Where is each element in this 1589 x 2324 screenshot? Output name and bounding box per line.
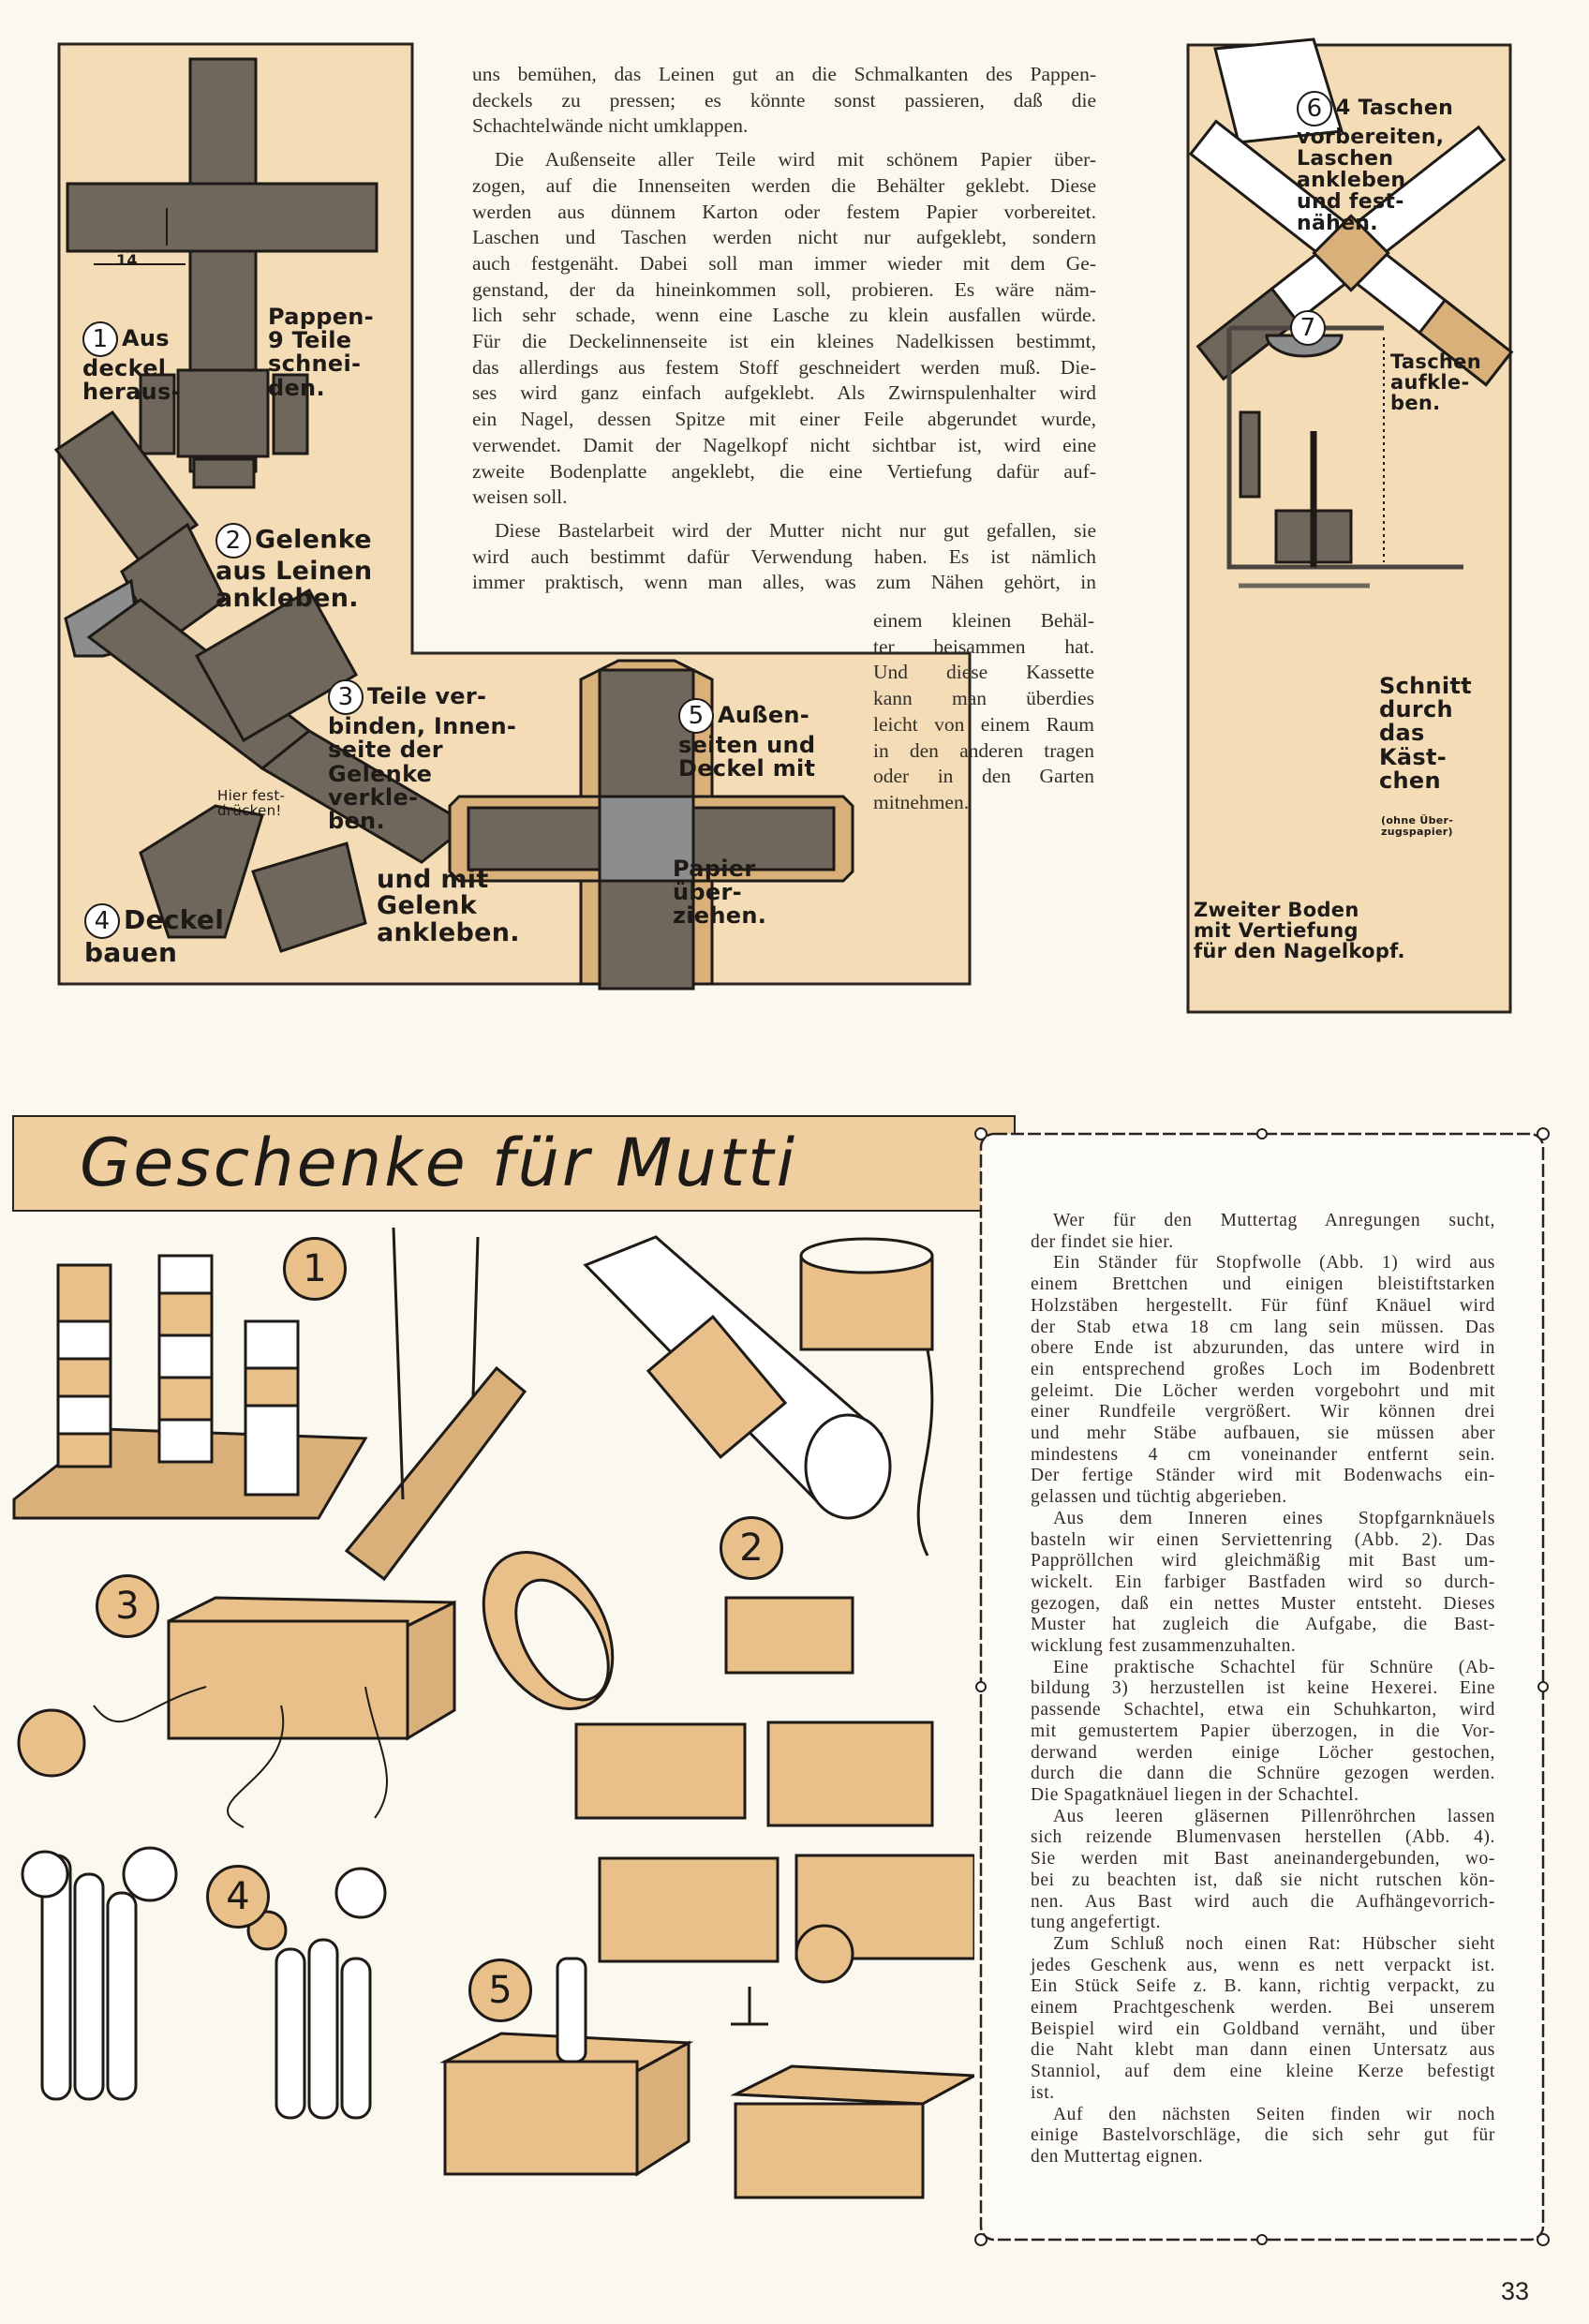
text-line: verwendet. Damit der Nagelkopf nicht sichtbar ist, wird eine [472, 433, 1096, 456]
title-banner [12, 1115, 1016, 1212]
text-line: gezogen, daß ein nettes Muster entsteht. Dieses [1031, 1593, 1495, 1614]
text-line: basteln wir einen Serviettenring (Abb. 2). Das [1031, 1529, 1495, 1550]
text-line: das allerdings aus festem Stoff geschneidert werden muß. Die- [472, 355, 1096, 379]
text-line: ein Nagel, dessen Spitze mit einer Feile abgerundet wurde, [472, 408, 1096, 431]
paragraph [472, 147, 1096, 511]
text-line: lich sehr schade, wenn eine Lasche zu klein ausfallen würde. [472, 304, 1096, 327]
gift-boxes-drawing [445, 1926, 974, 2197]
text-line: sich reizende Blumenvasen herstellen (Abb. 4). [1031, 1827, 1495, 1848]
text-line: weisen soll. [472, 485, 568, 509]
text-line: Muster hat zugleich die Aufgabe, die Bast- [1031, 1615, 1495, 1635]
text-line: immer praktisch, wenn man alles, was zum Nähen gehört, in [472, 571, 1096, 594]
text-line: passende Schachtel, etwa ein Schuhkarton, wird [1031, 1700, 1495, 1721]
text-line: Die Außenseite aller Teile wird mit schönem Papier über- [495, 148, 1096, 171]
text-line: und mehr Stäbe aufbauen, sie müssen aber [1031, 1423, 1495, 1444]
step-5-label [678, 675, 815, 782]
step-4-text-right: und mit Gelenk ankleben. [377, 865, 520, 947]
text-line: auch festgenäht. Dabei soll man immer wieder mit dem Ge- [472, 251, 1096, 275]
text-line: Aus leeren gläsernen Pillenröhrchen lassen [1053, 1806, 1495, 1826]
step-4-label [84, 876, 224, 967]
text-line: einem kleinen Behäl- [873, 609, 1094, 632]
step-number: 4 [84, 903, 120, 939]
stick-board-drawing [347, 1228, 525, 1579]
step-1-text-right: Pappen- 9 Teile schnei- den. [268, 304, 374, 401]
text-line: Die Spagatknäuel liegen in der Schachtel. [1031, 1784, 1359, 1805]
text-line: einer Rundfeile vergrößert. Wir können drei [1031, 1402, 1495, 1423]
text-line: nen. Aus Bast wird auch die Aufhängevorrich- [1031, 1891, 1495, 1912]
gift-illustrations [0, 1218, 974, 2287]
text-line: gelassen und tüchtig abgerieben. [1031, 1487, 1287, 1508]
text-line: Und diese Kassette [873, 661, 1094, 684]
text-line: mindestens 4 cm voneinander entfernt sein. [1031, 1444, 1495, 1465]
figure-number-2: 2 [720, 1516, 783, 1580]
text-line: die Naht klebt man dann einen Untersatz aus [1031, 2040, 1495, 2061]
text-line: jedes Geschenk aus, wenn es nett verpackt ist. [1031, 1955, 1495, 1975]
text-line: uns bemühen, das Leinen gut an die Schmalkanten des Pappen- [472, 63, 1096, 85]
text-line: werden aus dünnem Karton oder festem Papier vorbereitet. [472, 200, 1096, 223]
step-2-label [215, 497, 372, 612]
text-line: Der fertige Ständer wird mit Bodenwachs ein- [1031, 1466, 1495, 1486]
text-line: genstand, der da hineinkommen soll, probieren. Es wäre näm- [472, 277, 1096, 301]
text-line: Stanniol, auf dem eine kleine Kerze befestigt [1031, 2062, 1495, 2082]
text-line: derwand werden einige Löcher gestochen, [1031, 1742, 1495, 1763]
text-line: wird auch bestimmt dafür Verwendung haben. Es ist nämlich [472, 544, 1096, 568]
step-1-label [82, 298, 181, 405]
step-6-text: 4 Taschen vorbereiten, Laschen ankleben und fest- nähen. [1297, 97, 1454, 236]
step-2-text: Gelenke aus Leinen ankleben. [215, 525, 373, 613]
text-line: wickelt. Ein farbiger Bastfaden wird so durch- [1031, 1572, 1495, 1592]
step-number: 6 [1297, 91, 1332, 127]
napkin-ring-drawing [457, 1529, 639, 1732]
text-line: mit gemustertem Papier überzogen, in die Vor- [1031, 1721, 1495, 1741]
section-note: (ohne Über- zugspapier) [1381, 814, 1454, 838]
weave-pattern-samples [576, 1598, 974, 1961]
text-line: Schachtelwände nicht umklappen. [472, 114, 749, 138]
step-7-text: Taschen aufkle- ben. [1390, 350, 1481, 415]
text-line: deckels zu pressen; es könnte sonst passieren, daß die [472, 88, 1096, 112]
gift-drawings [0, 1218, 974, 2287]
paragraph [1031, 2105, 1495, 2168]
step-5-text-bottom: Papier über- ziehen. [673, 856, 767, 930]
text-line: kann man überdies [873, 687, 1094, 710]
paragraph [472, 62, 1096, 140]
text-line: ist. [1031, 2082, 1055, 2103]
text-line: obere Ende ist abzurunden, das untere wird in [1031, 1338, 1495, 1359]
text-line: Wer für den Muttertag Anregungen sucht, [1053, 1211, 1495, 1230]
flower-vases-drawing [19, 1710, 385, 2118]
text-line: Pappröllchen wird gleichmäßig mit Bast um- [1031, 1551, 1495, 1572]
step-3-text: Teile ver- binden, Innen- seite der Gelenke verkle- ben. [328, 683, 517, 834]
text-line: Ein Stück Seife z. B. kann, richtig verpackt, zu [1031, 1976, 1495, 1997]
text-line: bildung 3) herzustellen ist keine Hexerei. Eine [1031, 1678, 1495, 1699]
paragraph [472, 518, 1096, 596]
text-line: Sie werden mit Bast aneinandergebunden, wo- [1031, 1849, 1495, 1870]
text-line: Laschen und Taschen werden nicht nur aufgeklebt, sondern [472, 226, 1096, 249]
text-line: mitnehmen. [873, 790, 970, 813]
text-line: einige Bastelvorschläge, die sich sehr gut für [1031, 2125, 1495, 2146]
paragraph [1031, 1807, 1495, 1934]
top-article-column [472, 62, 1096, 603]
dimension-label: 14 [116, 251, 138, 269]
text-line: der Stab etwa 18 cm lang sein müssen. Das [1031, 1317, 1495, 1337]
string-box-drawing [94, 1598, 454, 1827]
text-line: in den anderen tragen [873, 738, 1094, 762]
step-5-text: Außen- seiten und Deckel mit [678, 702, 816, 782]
second-floor-label: Zweiter Boden mit Vertiefung für den Nagelkopf. [1194, 899, 1405, 963]
text-line: oder in den Garten [873, 765, 1094, 788]
text-line: ter beisammen hat. [873, 634, 1094, 658]
text-line: bei zu beachten ist, daß sie nicht rutschen kön- [1031, 1870, 1495, 1890]
step-number: 2 [215, 523, 251, 559]
text-line: leicht von einem Raum [873, 712, 1094, 736]
text-line: einem Brettchen und einigen bleistiftstarken [1031, 1274, 1495, 1295]
text-line: der findet sie hier. [1031, 1231, 1174, 1252]
top-article-narrow-column [873, 608, 1094, 816]
text-line: geleimt. Die Löcher werden vorgebohrt und mit [1031, 1380, 1495, 1401]
page-title: Geschenke für Mutti [80, 1125, 798, 1201]
text-line: Auf den nächsten Seiten finden wir noch [1053, 2104, 1495, 2124]
page-number: 33 [1501, 2277, 1530, 2305]
text-line: Diese Bastelarbeit wird der Mutter nicht nur gut gefallen, sie [495, 518, 1096, 542]
text-line: den Muttertag eignen. [1031, 2146, 1204, 2167]
text-line: zweite Bodenplatte angeklebt, die eine Vertiefung dafür auf- [472, 459, 1096, 483]
step-6-label [1297, 69, 1453, 235]
paragraph [1031, 1211, 1495, 1253]
step-number: 3 [328, 679, 364, 715]
figure-number-5: 5 [468, 1959, 532, 2022]
text-line: Ein Ständer für Stopfwolle (Abb. 1) wird aus [1053, 1253, 1495, 1274]
step-3-label [328, 656, 516, 833]
text-line: ein entsprechend großes Loch im Bodenbrett [1031, 1359, 1495, 1379]
text-line: wicklung fest zusammenzuhalten. [1031, 1636, 1297, 1657]
step-7-label [1290, 289, 1329, 346]
figure-number-3: 3 [96, 1574, 159, 1638]
paragraph [1031, 1658, 1495, 1807]
paragraph [1031, 1509, 1495, 1658]
text-line: Eine praktische Schachtel für Schnüre (Ab- [1053, 1657, 1495, 1677]
text-line: Holzstäben hergestellt. Für fünf Knäuel wird [1031, 1295, 1495, 1316]
text-line: zogen, auf die Innenseiten werden die Behälter geklebt. Diese [472, 173, 1096, 197]
text-line: Zum Schluß noch einen Rat: Hübscher sieht [1053, 1933, 1495, 1954]
text-line: Aus dem Inneren eines Stopfgarnknäuels [1053, 1508, 1495, 1528]
section-label: Schnitt durch das Käst- chen [1379, 673, 1472, 794]
text-line: durch die dann die Schnüre gezogen werden. [1031, 1764, 1495, 1784]
step-number: 5 [678, 698, 714, 734]
step-1-text: Aus deckel heraus- [82, 325, 181, 406]
gift-article-text [1031, 1211, 1495, 2168]
text-line: Für die Deckelinnenseite ist ein kleines Nadelkissen bestimmt, [472, 330, 1096, 353]
step-number: 1 [82, 321, 118, 357]
text-line: einem Prachtgeschenk werden. Bei unserem [1031, 1998, 1495, 2019]
text-line: ses wird ganz einfach aufgeklebt. Als Zwirnspulenhalter wird [472, 381, 1096, 405]
instruction-panel-right [1182, 37, 1520, 1021]
figure-number-4: 4 [206, 1865, 270, 1929]
paragraph [1031, 1934, 1495, 2105]
step-4-text: Deckel bauen [84, 904, 225, 969]
text-line: tung angefertigt. [1031, 1913, 1162, 1933]
text-line: Beispiel wird ein Goldband vernäht, und über [1031, 2019, 1495, 2039]
press-hint: Hier fest- drücken! [217, 787, 286, 819]
step-number: 7 [1290, 310, 1326, 346]
paragraph [1031, 1253, 1495, 1508]
figure-number-1: 1 [283, 1237, 347, 1301]
